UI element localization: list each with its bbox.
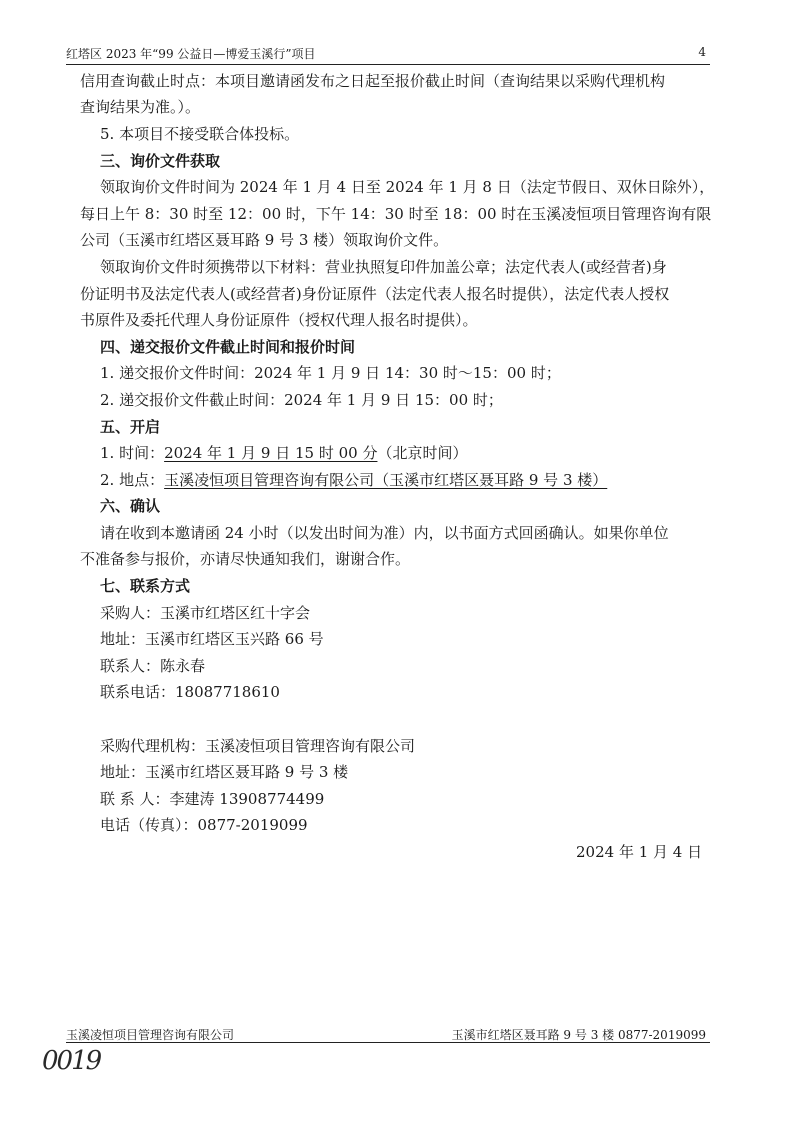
agency-address: 地址：玉溪市红塔区聂耳路 9 号 3 楼 (100, 763, 349, 781)
opening-place (100, 470, 607, 490)
credit-paragraph-line: 查询结果为准。）。 (80, 98, 201, 116)
purchaser-name: 采购人：玉溪市红塔区红十字会 (100, 604, 311, 622)
paragraph-line: 请在收到本邀请函 24 小时（以发出时间为准）内，以书面方式回函确认。如果你单位 (100, 524, 669, 542)
opening-place-label: 2. 地点： (100, 471, 165, 489)
section-heading-4: 四、递交报价文件截止时间和报价时间 (100, 338, 356, 356)
agency-phone: 电话（传真）：0877-2019099 (100, 816, 308, 834)
agency-name: 采购代理机构：玉溪凌恒项目管理咨询有限公司 (100, 737, 416, 755)
opening-place-value: 玉溪凌恒项目管理咨询有限公司（玉溪市红塔区聂耳路 9 号 3 楼） (164, 471, 608, 489)
paragraph-line: 领取询价文件时须携带以下材料：营业执照复印件加盖公章；法定代表人(或经营者)身 (100, 258, 667, 276)
item-5: 5. 本项目不接受联合体投标。 (100, 125, 300, 143)
document-date: 2024 年 1 月 4 日 (576, 843, 703, 861)
handwritten-page-mark: 0019 (42, 1046, 101, 1076)
page-footer (66, 1024, 710, 1043)
opening-time-value: 2024 年 1 月 9 日 15 时 00 分 (164, 444, 378, 462)
section-heading-5: 五、开启 (100, 418, 161, 436)
agency-contact: 联 系 人：李建涛 13908774499 (100, 790, 325, 808)
credit-paragraph-line: 信用查询截止时点：本项目邀请函发布之日起至报价截止时间（查询结果以采购代理机构 (80, 72, 666, 90)
opening-time-label: 1. 时间： (100, 444, 165, 462)
paragraph-line: 领取询价文件时间为 2024 年 1 月 4 日至 2024 年 1 月 8 日（法定节假日、双休日除外）， (100, 178, 715, 196)
page-header (66, 44, 710, 65)
footer-address: 玉溪市红塔区聂耳路 9 号 3 楼 0877-2019099 (451, 1028, 706, 1042)
footer-company: 玉溪凌恒项目管理咨询有限公司 (66, 1028, 235, 1042)
section-heading-3: 三、询价文件获取 (100, 152, 221, 170)
opening-time-note: （北京时间） (377, 444, 468, 462)
submission-time: 1. 递交报价文件时间：2024 年 1 月 9 日 14：30 时～15：00 时； (100, 364, 561, 382)
section-heading-7: 七、联系方式 (100, 577, 191, 595)
submission-deadline: 2. 递交报价文件截止时间：2024 年 1 月 9 日 15：00 时； (100, 391, 503, 409)
paragraph-line: 份证明书及法定代表人(或经营者)身份证原件（法定代表人报名时提供），法定代表人授权 (80, 285, 670, 303)
opening-time (100, 443, 467, 463)
purchaser-address: 地址：玉溪市红塔区玉兴路 66 号 (100, 630, 324, 648)
paragraph-line: 每日上午 8：30 时至 12：00 时，下午 14：30 时至 18：00 时在玉溪凌恒项目管理咨询有限 (80, 205, 712, 223)
paragraph-line: 书原件及委托代理人身份证原件（授权代理人报名时提供）。 (80, 311, 478, 329)
purchaser-contact: 联系人：陈永春 (100, 657, 206, 675)
section-heading-6: 六、确认 (100, 497, 161, 515)
header-title: 红塔区 2023 年“99 公益日—博爱玉溪行”项目 (66, 47, 316, 61)
purchaser-phone: 联系电话：18087718610 (100, 683, 280, 701)
page-number: 4 (698, 45, 706, 59)
paragraph-line: 不准备参与报价，亦请尽快通知我们，谢谢合作。 (80, 550, 411, 568)
paragraph-line: 公司（玉溪市红塔区聂耳路 9 号 3 楼）领取询价文件。 (80, 231, 449, 249)
